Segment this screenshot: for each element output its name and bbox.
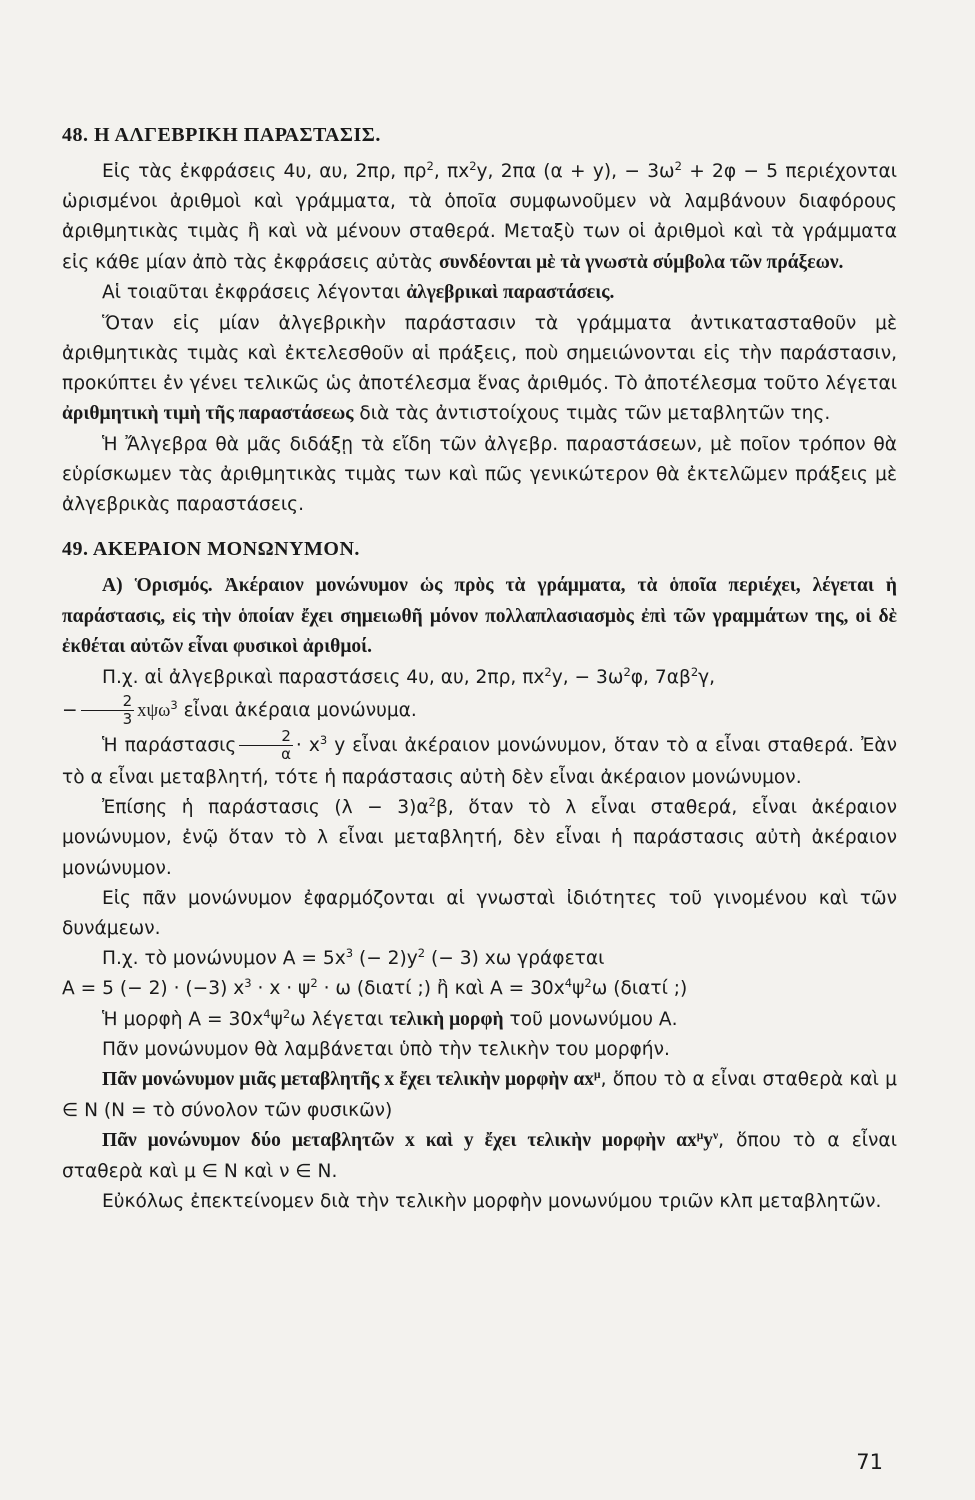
fraction-two-thirds: $\frac{2}{3}$ [81,693,135,728]
section-48-paragraph-1: Εἰς τὰς ἐκφράσεις 4υ, αυ, 2πρ, $\pi\rho^2$, $\pi x^2y$, 2πα (α + y), − $3\omega^2 + 2\varphi - 5$ περιέχονται ὡρισμένοι ἀριθμοὶ καὶ γράμματα, τὰ ὁποῖα συμφωνοῦμεν νὰ λαμβάνουν διαφόρους ἀριθμητικὰς τιμὰς ἢ καὶ νὰ μένουν σταθερά. Μεταξὺ των οἱ ἀριθμοὶ καὶ τὰ γράμματα εἰς κάθε μίαν ἀπὸ τὰς ἐκφράσεις αὐτὰς συνδέονται μὲ τὰ γνωστὰ σύμβολα τῶν πράξεων. [62,158,897,273]
example-paragraph-1: Π.χ. αἱ ἀλγεβρικαὶ παραστάσεις 4υ, αυ, 2πρ, $\pi x^2y$, − $3\omega^2\varphi$, $7\alpha\beta^2\gamma$, − $\frac{2}{3}$ xψω$^3$ εἶναι ἀκέραια μονώνυμα. [62,664,716,729]
one-variable-rule: Πᾶν μονώνυμον μιᾶς μεταβλητῆς x ἔχει τελικὴν μορφὴν $\alpha x^\mu$, ὅπου τὸ α εἶναι σταθερὰ καὶ μ ∈ Ν (Ν = τὸ σύνολον τῶν φυσικῶν) [62,1069,897,1121]
section-48-paragraph-2: Αἱ τοιαῦται ἐκφράσεις λέγονται ἀλγεβρικαὶ παραστάσεις. [102,282,615,304]
example-paragraph-3: Ἐπίσης ἡ παράστασις $(\lambda - 3)\alpha^2\beta$, ὅταν τὸ λ εἶναι σταθερά, εἶναι ἀκέραιον μονώνυμον, ἐνῷ ὅταν τὸ λ εἶναι μεταβλητή, δὲν εἶναι ἡ παράστασις αὐτὴ ἀκέραιον μονώνυμον. [62,795,897,879]
final-form-paragraph: Ἡ μορφὴ $A = 30x^4\psi^2\omega$ λέγεται τελικὴ μορφὴ τοῦ μονωνύμου Α. [102,1006,678,1030]
section-48-paragraph-4: Ἡ Ἄλγεβρα θὰ μᾶς διδάξῃ τὰ εἴδη τῶν ἀλγεβρ. παραστάσεων, μὲ ποῖον τρόπον θὰ εὑρίσκωμεν τὰς ἀριθμητικὰς τιμὰς των καὶ πῶς γενικώτερον θὰ ἐκτελῶμεν πράξεις μὲ ἀλγεβρικὰς παραστάσεις. [62,433,897,516]
extension-paragraph: Εὐκόλως ἐπεκτείνομεν διὰ τὴν τελικὴν μορφὴν μονωνύμου τριῶν κλπ μεταβλητῶν. [102,1190,882,1212]
two-variable-rule: Πᾶν μονώνυμον δύο μεταβλητῶν x καὶ y ἔχει τελικὴν μορφὴν $\alpha x^\mu y^\nu$, ὅπου τὸ α εἶναι σταθερὰ καὶ μ ∈ Ν καὶ ν ∈ Ν. [62,1129,897,1182]
properties-paragraph: Εἰς πᾶν μονώνυμον ἐφαρμόζονται αἱ γνωσταὶ ἰδιότητες τοῦ γινομένου καὶ τῶν δυνάμεων. [62,887,897,940]
page-number: 71 [856,1450,883,1474]
example-paragraph-5: Α = 5 (− 2) · (−3) $x^3 \cdot x \cdot \psi^2 \cdot \omega$ (διατί ;) ἢ καὶ $A = 30x^4\psi^2\omega$ (διατί ;) [62,976,688,1000]
example-paragraph-2: Ἡ παράστασις $\frac{2}{\alpha}$ · $x^3$ y εἶναι ἀκέραιον μονώνυμον, ὅταν τὸ α εἶναι σταθερά. Ἐὰν τὸ α εἶναι μεταβλητή, τότε ἡ παράστασις αὐτὴ δὲν εἶναι ἀκέραιον μονώνυμον. [62,727,897,789]
section-48-heading: 48. Η ΑΛΓΕΒΡΙΚΗ ΠΑΡΑΣΤΑΣΙΣ. [62,124,381,146]
section-49-heading: 49. ΑΚΕΡΑΙΟΝ ΜΟΝΩΝΥΜΟΝ. [62,538,360,561]
section-48-paragraph-3: Ὅταν εἰς μίαν ἀλγεβρικὴν παράστασιν τὰ γράμματα ἀντικατασταθοῦν μὲ ἀριθμητικὰς τιμὰς καὶ ἐκτελεσθοῦν αἱ πράξεις, ποὺ σημειώνονται εἰς τὴν παράστασιν, προκύπτει ἐν γένει τελικῶς ὡς ἀποτέλεσμα ἕνας ἀριθμός. Τὸ ἀποτέλεσμα τοῦτο λέγεται ἀριθμητικὴ τιμὴ τῆς παραστάσεως διὰ τὰς ἀντιστοίχους τιμὰς τῶν μεταβλητῶν της. [62,312,897,425]
definition-paragraph: Α) Ὁρισμός. Ἀκέραιον μονώνυμον ὡς πρὸς τὰ γράμματα, τὰ ὁποῖα περιέχει, λέγεται ἡ παράστασις, εἰς τὴν ὁποίαν ἔχει σημειωθῆ μόνον πολλαπλασιασμὸς ἐπὶ τῶν γραμμάτων της, οἱ δὲ ἐκθέται αὐτῶν εἶναι φυσικοὶ ἀριθμοί. [62,575,897,658]
example-paragraph-4: Π.χ. τὸ μονώνυμον $A = 5x^3$ (− $2)y^2$ (− 3) xω γράφεται [102,946,605,970]
final-form-rule: Πᾶν μονώνυμον θὰ λαμβάνεται ὑπὸ τὴν τελικὴν του μορφήν. [102,1039,670,1061]
fraction-two-over-alpha: $\frac{2}{\alpha}$ [239,728,293,763]
